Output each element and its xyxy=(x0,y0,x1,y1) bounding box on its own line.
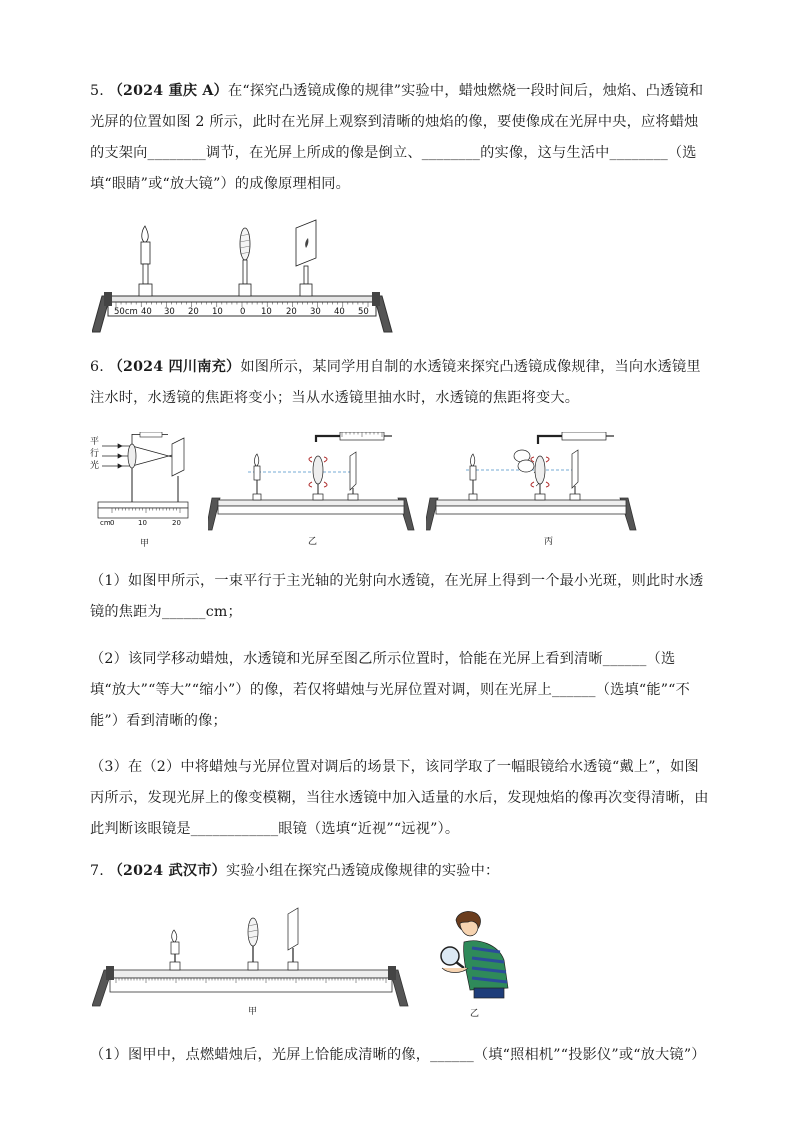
q7-figure-jia xyxy=(92,904,412,1020)
ruler-scale xyxy=(98,508,188,518)
water-lens xyxy=(128,444,136,468)
q6-figure-bing xyxy=(426,432,638,550)
svg-text:cm: cm xyxy=(100,519,111,527)
scale-label: 20 xyxy=(286,307,297,317)
light-screen xyxy=(288,908,298,970)
scale-label: 50 xyxy=(358,307,369,317)
question-number: 5. xyxy=(90,83,104,99)
question-6-part-1: （1）如图甲所示，一束平行于主光轴的光射向水透镜，在光屏上得到一个最小光斑，则此时水透镜的焦距为______cm； xyxy=(90,573,704,620)
scale-label: 40 xyxy=(141,307,152,317)
light-rays xyxy=(102,444,176,468)
figure-label-yi: 乙 xyxy=(308,537,318,547)
question-text: 在“探究凸透镜成像的规律”实验中，蜡烛燃烧一段时间后，烛焰、凸透镜和光屏的位置如图 2 所示，此时在光屏上观察到清晰的烛焰的像，要使像成在光屏中央，应将蜡烛的支架向________调节，在光屏上所成的像是倒立、________的实像，这与生活中________（选填“眼睛”或“放大镜”）的成像原理相同。 xyxy=(90,83,704,192)
svg-text:10: 10 xyxy=(138,519,147,527)
scale-label: 30 xyxy=(310,307,321,317)
q7-figure-yi-person-with-magnifier xyxy=(428,908,522,1020)
question-5 xyxy=(90,76,710,200)
question-source: （2024 武汉市） xyxy=(108,863,227,879)
question-6 xyxy=(90,352,710,414)
candle xyxy=(253,454,261,500)
svg-text:20: 20 xyxy=(172,519,181,527)
question-number: 7. xyxy=(90,863,104,879)
convex-lens xyxy=(248,918,258,970)
screen-small xyxy=(172,438,184,502)
scale-label: 0 xyxy=(240,307,246,317)
question-text: 如图所示，某同学用自制的水透镜来探究凸透镜成像规律，当向水透镜里注水时，水透镜的焦距将变小；当从水透镜里抽水时，水透镜的焦距将变大。 xyxy=(90,359,701,406)
svg-text:平: 平 xyxy=(90,437,100,447)
question-6-part-2: （2）该同学移动蜡烛，水透镜和光屏至图乙所示位置时，恰能在光屏上看到清晰______（选填“放大”“等大”“缩小”）的像，若仅将蜡烛与光屏位置对调，则在光屏上______（选填“能”“不能”）看到清晰的像； xyxy=(90,651,691,729)
candle xyxy=(469,454,477,500)
svg-text:光: 光 xyxy=(90,461,100,471)
convex-lens xyxy=(239,228,251,296)
question-source: （2024 四川南充） xyxy=(108,359,241,375)
light-screen xyxy=(296,220,316,296)
bench-rail xyxy=(108,296,376,302)
question-source: （2024 重庆 A） xyxy=(108,83,228,99)
candle xyxy=(170,930,180,970)
ruler-rail xyxy=(98,502,188,508)
scale-label: 10 xyxy=(212,307,223,317)
figure-label-jia: 甲 xyxy=(140,539,150,549)
light-screen xyxy=(348,452,358,500)
bench-rail xyxy=(110,970,392,978)
figure-label-jia: 甲 xyxy=(248,1007,258,1017)
question-6-part-3: （3）在（2）中将蜡烛与光屏位置对调后的场景下，该同学取了一幅眼镜给水透镜“戴上”，如图丙所示，发现光屏上的像变模糊，当往水透镜中加入适量的水后，发现烛焰的像再次变得清晰，由此判断该眼镜是____________眼镜（选填“近视”“远视”）。 xyxy=(90,759,709,837)
ruler-labels xyxy=(100,519,181,527)
q6-figure-yi xyxy=(208,432,416,550)
candle-flame xyxy=(142,226,148,242)
light-screen xyxy=(570,450,580,500)
q6-figure-jia xyxy=(88,432,200,550)
scale-label: 30 xyxy=(164,307,175,317)
bench-right-clamp xyxy=(372,292,380,306)
scale-label: 50cm xyxy=(114,307,138,317)
bench-rail xyxy=(218,500,404,506)
question-7 xyxy=(90,856,710,887)
syringe-small xyxy=(132,432,168,446)
question-text: 实验小组在探究凸透镜成像规律的实验中： xyxy=(226,863,500,879)
scale-label: 20 xyxy=(188,307,199,317)
face xyxy=(460,921,478,936)
q5-optical-bench-figure xyxy=(92,212,402,336)
bench-left-clamp xyxy=(104,292,112,306)
bench-rail xyxy=(436,500,626,506)
candle xyxy=(139,226,152,296)
scale-label: 10 xyxy=(261,307,272,317)
hands xyxy=(442,968,468,973)
pants xyxy=(474,988,504,998)
question-7-part-1: （1）图甲中，点燃蜡烛后，光屏上恰能成清晰的像，______（填“照相机”“投影仪”或“放大镜”） xyxy=(90,1047,706,1063)
figure-label-bing: 丙 xyxy=(544,537,554,547)
figure-label-yi: 乙 xyxy=(470,1009,480,1019)
parallel-light-label xyxy=(90,436,99,471)
scale-label: 40 xyxy=(334,307,345,317)
svg-text:行: 行 xyxy=(90,449,100,459)
question-number: 6. xyxy=(90,359,104,375)
svg-text:0: 0 xyxy=(110,519,115,527)
